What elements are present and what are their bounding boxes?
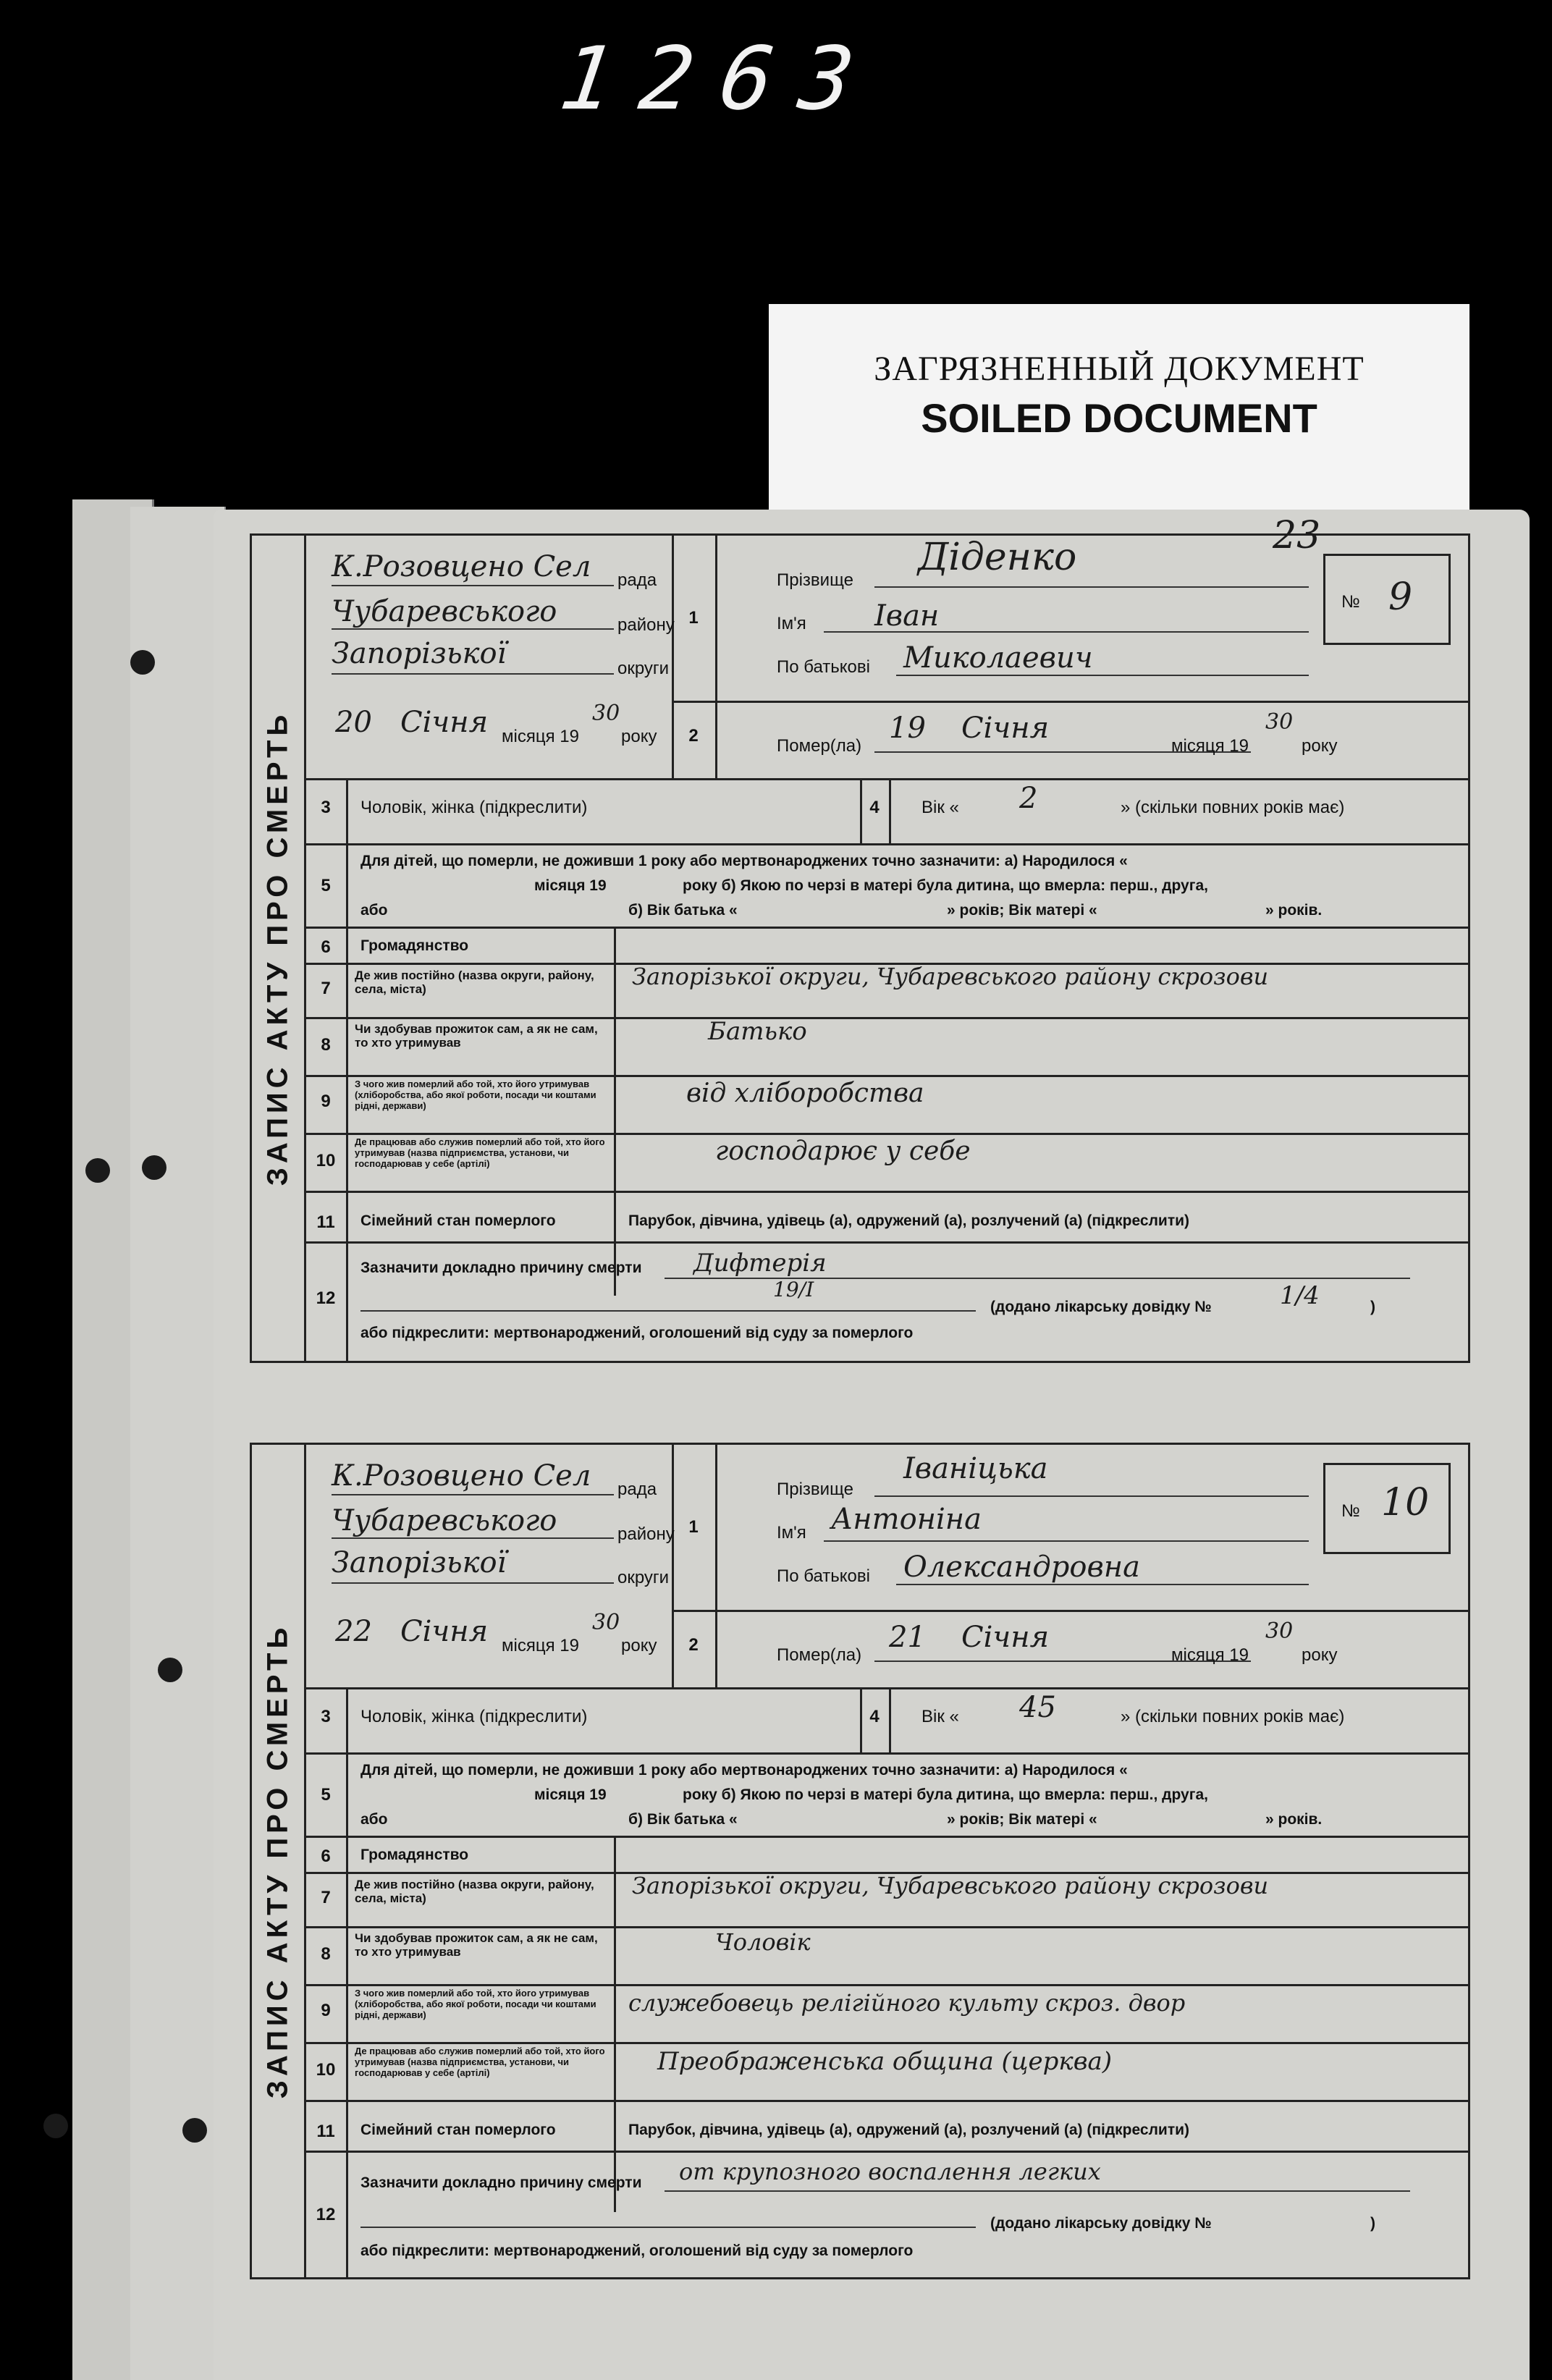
reg-day: 22 <box>335 1615 372 1648</box>
stamp-ru: ЗАГРЯЗНЕННЫЙ ДОКУМЕНТ <box>874 350 1365 388</box>
surname-value: Іваніцька <box>903 1452 1048 1485</box>
patronymic-value: Миколаевич <box>903 641 1093 675</box>
name-value: Іван <box>874 599 940 633</box>
income-value: від хліборобства <box>686 1079 924 1108</box>
death-year: 30 <box>1265 709 1294 735</box>
support-value: Батько <box>708 1017 807 1046</box>
binding-strip-inner <box>130 507 226 2380</box>
punch-hole <box>158 1658 182 1682</box>
raion-value: Чубаревського <box>332 1504 557 1537</box>
cause-value: от крупозного воспалення легких <box>679 2158 1101 2185</box>
patronymic-value: Олександровна <box>903 1550 1140 1584</box>
reg-year: 30 <box>592 1610 620 1635</box>
death-month: Січня <box>961 712 1050 745</box>
rada-value: К.Розовцено Сел <box>332 550 591 583</box>
okruha-value: Запорізької <box>332 1546 507 1579</box>
rada-value: К.Розовцено Сел <box>332 1459 591 1493</box>
residence-value: Запорізької округи, Чубаревського району скрозови <box>632 963 1269 990</box>
punch-hole <box>182 2118 207 2143</box>
surname-value: Діденко <box>918 536 1077 579</box>
income-value: служебовець релігійного культу скроз. двор <box>628 1989 1186 2017</box>
death-day: 21 <box>889 1621 926 1654</box>
reg-year: 30 <box>592 701 620 726</box>
punch-hole <box>130 650 155 675</box>
age-value: 45 <box>1019 1691 1056 1724</box>
reg-day: 20 <box>335 706 372 739</box>
cause-value: Дифтерія <box>693 1249 827 1278</box>
certificate-no: 1/4 <box>1280 1281 1320 1310</box>
record-number: 10 <box>1381 1481 1430 1524</box>
workplace-value: господарює у себе <box>715 1136 971 1166</box>
vertical-title: ЗАПИС АКТУ ПРО СМЕРТЬ <box>252 536 306 1361</box>
cause-extra: 19/I <box>773 1278 814 1301</box>
raion-value: Чубаревського <box>332 595 557 628</box>
reg-month: Січня <box>400 1615 489 1648</box>
death-month: Січня <box>961 1621 1050 1654</box>
soiled-document-stamp <box>769 304 1469 515</box>
name-value: Антоніна <box>831 1503 982 1536</box>
vertical-title: ЗАПИС АКТУ ПРО СМЕРТЬ <box>252 1445 306 2277</box>
death-record-form-2: ЗАПИС АКТУ ПРО СМЕРТЬ 1 2 К.Розовцено Сел рада Чубаревського району Запорізької округи 22 Січня місяця 19 30 року Прізвище Іваніцька Ім'я Антоніна По батькові Олександровна № 10 Помер(ла) 21 Січня місяця 19 30 року 3 Чоловік, жінка (підкреслити) 4 Вік « 45 » (скільки повних років має) 5 Для дітей, що померли, не доживши 1 року або мертвонароджених точно зазначити: а) Народилося « місяця 19 року б) Якою по черзі в матері була дитина, що вмерла: перш., друга, або б) Вік батька « » років; Вік матері « » років. 6 Громадянство 7 Де жив постійно (назва округи, району, села, міста) Запорізької округи, Чубаревського району скрозови 8 Чи здобував прожиток сам, а як не сам, то хто утримував Чоловік 9 З чого жив померлий або той, хто його утримував (хліборобства, або якої роботи, посади чи коштами рідні, держави) служебовець релігійного культу скроз. двор 10 Де працював або служив померлий або той, хто його утримував (назва підприємства, установи, чи господарював у себе (артілі) Преображенська община (церква) 11 Сімейний стан померлого Парубок, дівчина, удівець (а), одружений (а), розлучений (а) (підкреслити) 12 Зазначити докладно причину смерти от крупозного воспалення легких (додано лікарську довідку № ) або підкреслити: мертвонароджений, оголошений від суду за померлого <box>250 1443 1470 2279</box>
age-value: 2 <box>1019 782 1038 815</box>
film-frame-number: 1263 <box>554 29 887 130</box>
punch-hole <box>43 2114 68 2138</box>
death-day: 19 <box>889 712 926 745</box>
punch-hole <box>85 1158 110 1183</box>
punch-hole <box>142 1155 166 1180</box>
residence-value: Запорізької округи, Чубаревського району скрозови <box>632 1872 1269 1899</box>
workplace-value: Преображенська община (церква) <box>657 2047 1113 2076</box>
death-year: 30 <box>1265 1619 1294 1644</box>
support-value: Чоловік <box>715 1928 811 1956</box>
okruha-value: Запорізької <box>332 637 507 670</box>
record-number: 9 <box>1388 575 1413 619</box>
stamp-en: SOILED DOCUMENT <box>921 395 1317 441</box>
death-record-form-1: ЗАПИС АКТУ ПРО СМЕРТЬ 1 2 К.Розовцено Сел рада Чубаревського району Запорізької округи 20 Січня місяця 19 30 року Прізвище Діденко 23 Ім'я Іван По батькові Миколаевич № 9 Помер(ла) 19 Січня місяця 19 30 року 3 Чоловік, жінка (підкреслити) 4 Вік « 2 » (скільки повних років має) 5 Для дітей, що померли, не доживши 1 року або мертвонароджених точно зазначити: а) Народилося « місяця 19 року б) Якою по черзі в матері була дитина, що вмерла: перш., друга, або б) Вік батька « » років; Вік матері « » років. 6 Громадянство 7 Де жив постійно (назва округи, району, села, міста) Запорізької округи, Чубаревського району скрозови 8 Чи здобував прожиток сам, а як не сам, то хто утримував Батько 9 З чого жив померлий або той, хто його утримував (хліборобства, або якої роботи, посади чи коштами рідні, держави) від хліборобства 10 Де працював або служив померлий або той, хто його утримував (назва підприємства, установи, чи господарював у себе (артілі) господарює у себе 11 Сімейний стан померлого Парубок, дівчина, удівець (а), одружений (а), розлучений (а) (підкреслити) 12 Зазначити докладно причину смерти Дифтерія 19/I (додано лікарську довідку № 1/4 ) або підкреслити: мертвонароджений, оголошений від суду за померлого <box>250 533 1470 1363</box>
sheet-number: 23 <box>1273 514 1321 557</box>
reg-month: Січня <box>400 706 489 739</box>
